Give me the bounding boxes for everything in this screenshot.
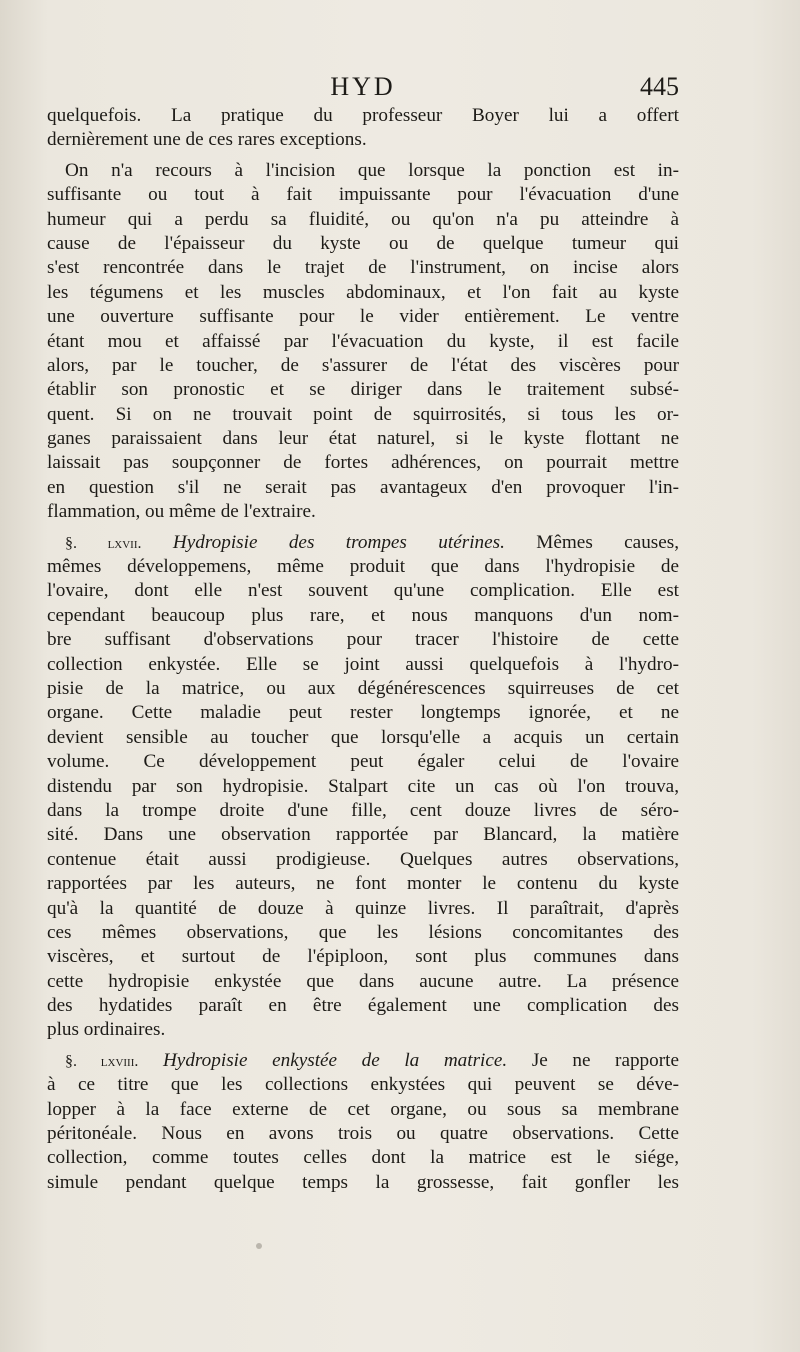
text-line: sité. Dans une observation rapportée par Blancard, la matière [47, 824, 679, 846]
text-run: Je ne rapporte [531, 1049, 679, 1071]
text-line: l'ovaire, dont elle n'est souvent qu'une complication. Elle est [47, 580, 679, 602]
paragraph-continuation [47, 104, 679, 153]
text-line: rapportées par les auteurs, ne font monter le contenu du kyste [47, 873, 679, 895]
section-heading-line [47, 531, 679, 555]
section-67 [47, 531, 679, 1043]
text-line: des hydatides paraît en être également une complication des [47, 995, 679, 1017]
text-line: humeur qui a perdu sa fluidité, ou qu'on n'a pu atteindre à [47, 208, 679, 230]
page-header [47, 72, 679, 104]
text-line: pisie de la matrice, ou aux dégénérescences squirreuses de cet [47, 677, 679, 699]
text-line: laissait pas soupçonner de fortes adhérences, on pourrait mettre [47, 452, 679, 474]
text-line: mêmes développemens, même produit que dans l'hydropisie de [47, 556, 679, 578]
running-head: HYD [330, 72, 396, 101]
text-line: cette hydropisie enkystée que dans aucune autre. La présence [47, 970, 679, 992]
text-line: étant mou et affaissé par l'évacuation du kyste, il est facile [47, 330, 679, 352]
page-body [47, 104, 679, 1201]
text-line: alors, par le toucher, de s'assurer de l'état des viscères pour [47, 354, 679, 376]
text-line: qu'à la quantité de douze à quinze livres. Il paraîtrait, d'après [47, 897, 679, 919]
section-title: Hydropisie enkystée de la matrice. [162, 1049, 508, 1071]
text-line: cependant beaucoup plus rare, et nous manquons d'un nom- [47, 604, 679, 626]
text-line: On n'a recours à l'incision que lorsque la ponction est in- [65, 159, 679, 181]
page-number: 445 [640, 72, 679, 101]
text-line: collection enkystée. Elle se joint aussi quelquefois à l'hydro- [47, 653, 679, 675]
text-line: viscères, et surtout de l'épiploon, sont plus communes dans [47, 946, 679, 968]
text-line: quent. Si on ne trouvait point de squirrosités, si tous les or- [47, 403, 679, 425]
text-line: distendu par son hydropisie. Stalpart cite un cas où l'on trouva, [47, 775, 679, 797]
section-mark: §. lxviii. [65, 1052, 139, 1070]
text-run: Mêmes causes, [536, 531, 679, 553]
section-mark: §. lxvii. [65, 534, 142, 552]
text-line: établir son pronostic et se diriger dans le traitement subsé- [47, 379, 679, 401]
text-line: péritonéale. Nous en avons trois ou quatre observations. Cette [47, 1123, 679, 1145]
paragraph-incision [47, 159, 679, 525]
text-line: ganes paraissaient dans leur état naturel, si le kyste flottant ne [47, 428, 679, 450]
section-68 [47, 1049, 679, 1195]
ink-smudge [256, 1243, 262, 1249]
text-line: ces mêmes observations, que les lésions concomitantes des [47, 921, 679, 943]
text-line: à ce titre que les collections enkystées qui peuvent se déve- [47, 1074, 679, 1096]
text-line: dernièrement une de ces rares exceptions. [47, 129, 367, 151]
text-line: lopper à la face externe de cet organe, ou sous sa membrane [47, 1098, 679, 1120]
text-line: suffisante ou tout à fait impuissante pour l'évacuation d'une [47, 184, 679, 206]
text-line: quelquefois. La pratique du professeur Boyer lui a offert [47, 105, 679, 126]
section-title: Hydropisie des trompes utérines. [172, 531, 505, 553]
text-line: dans la trompe droite d'une fille, cent douze livres de séro- [47, 799, 679, 821]
section-heading-line [47, 1049, 679, 1073]
text-line: flammation, ou même de l'extraire. [47, 501, 316, 523]
text-line: devient sensible au toucher que lorsqu'elle a acquis un certain [47, 726, 679, 748]
text-line: collection, comme toutes celles dont la matrice est le siége, [47, 1147, 679, 1169]
text-line: s'est rencontrée dans le trajet de l'instrument, on incise alors [47, 257, 679, 279]
text-line: plus ordinaires. [47, 1019, 166, 1041]
text-line: bre suffisant d'observations pour tracer l'histoire de cette [47, 629, 679, 651]
text-line: les tégumens et les muscles abdominaux, et l'on fait au kyste [47, 281, 679, 303]
text-line: contenue était aussi prodigieuse. Quelques autres observations, [47, 848, 679, 870]
text-line: cause de l'épaisseur du kyste ou de quelque tumeur qui [47, 232, 679, 254]
text-line: en question s'il ne serait pas avantageux d'en provoquer l'in- [47, 476, 679, 498]
text-line: simule pendant quelque temps la grossesse, fait gonfler les [47, 1171, 679, 1193]
text-line: une ouverture suffisante pour le vider entièrement. Le ventre [47, 306, 679, 328]
text-line: organe. Cette maladie peut rester longtemps ignorée, et ne [47, 702, 679, 724]
text-line: volume. Ce développement peut égaler celui de l'ovaire [47, 751, 679, 773]
